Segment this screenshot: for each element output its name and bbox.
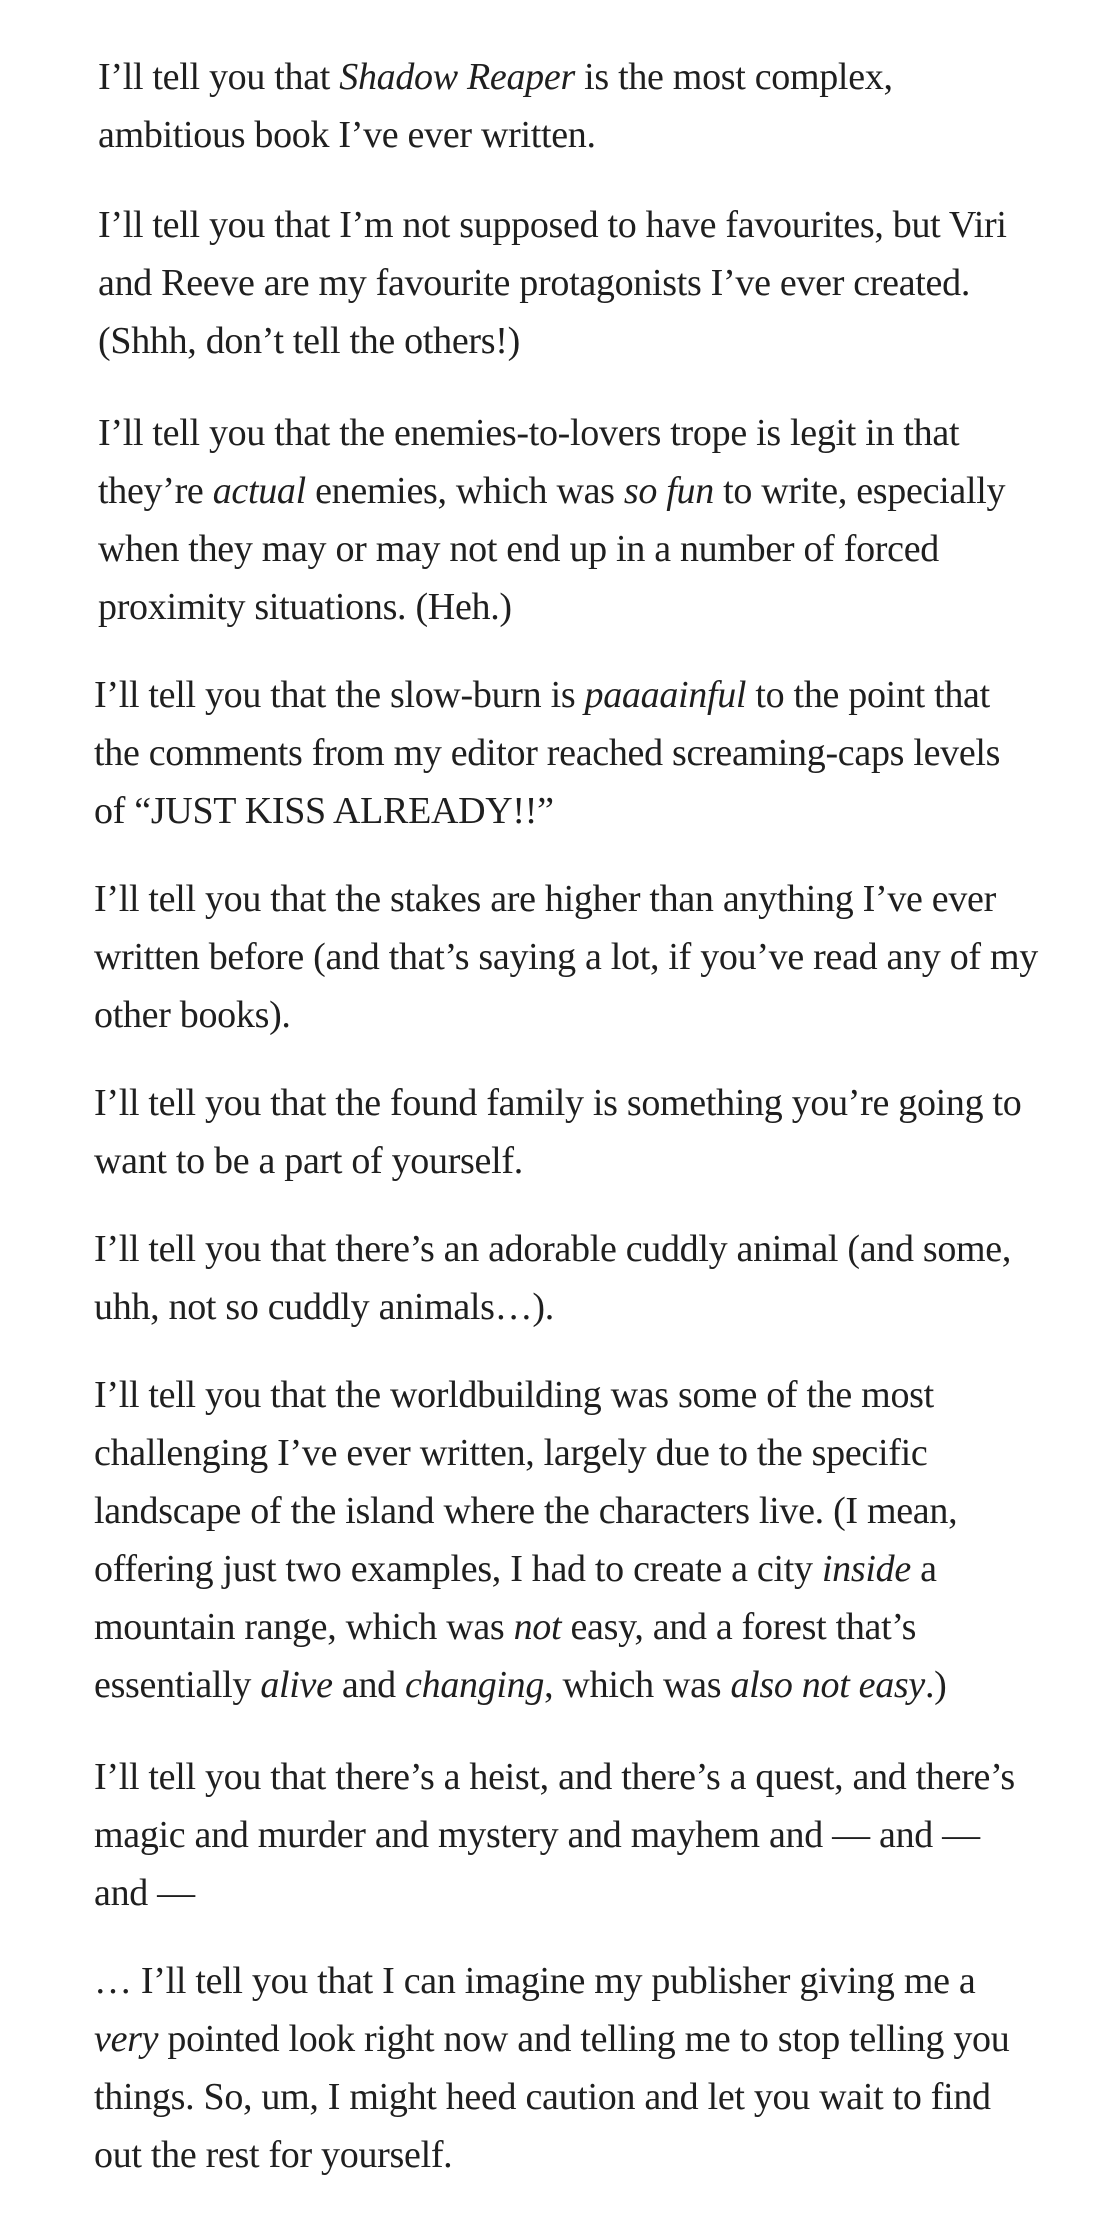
text-run: pointed look right now and telling me to stop telling you xyxy=(158,2018,1010,2060)
paragraph-1 xyxy=(98,48,893,164)
paragraph-line xyxy=(94,1952,1009,2010)
text-run: proximity situations. (Heh.) xyxy=(98,586,512,628)
text-run: offering just two examples, I had to create a city xyxy=(94,1548,822,1590)
text-run: I’ll tell you that there’s an adorable cuddly animal (and some, xyxy=(94,1228,1012,1270)
paragraph-line xyxy=(94,928,1038,986)
text-run: I’ll tell you that the stakes are higher than anything I’ve ever xyxy=(94,878,996,920)
paragraph-line xyxy=(94,1278,1011,1336)
italic-text: alive xyxy=(260,1664,333,1706)
paragraph-line xyxy=(94,1806,1015,1864)
paragraph-line xyxy=(94,666,1000,724)
paragraph-6 xyxy=(94,1074,1021,1190)
paragraph-line xyxy=(94,870,1038,928)
paragraph-line xyxy=(94,2126,1009,2184)
text-run: is the most complex, xyxy=(574,56,893,98)
text-run: landscape of the island where the characters live. (I mean, xyxy=(94,1490,958,1532)
text-run: easy, and a forest that’s xyxy=(561,1606,917,1648)
paragraph-line xyxy=(94,1074,1021,1132)
text-run: other books). xyxy=(94,994,291,1036)
paragraph-line xyxy=(94,1598,957,1656)
paragraph-line xyxy=(98,48,893,106)
italic-text: actual xyxy=(212,470,306,512)
text-run: … I’ll tell you that I can imagine my publisher giving me a xyxy=(94,1960,976,2002)
paragraph-7 xyxy=(94,1220,1011,1336)
text-run: enemies, which was xyxy=(305,470,624,512)
text-run: I’ll tell you that the worldbuilding was some of the most xyxy=(94,1374,934,1416)
text-run: , which was xyxy=(544,1664,731,1706)
text-run: they’re xyxy=(98,470,213,512)
paragraph-line xyxy=(94,1864,1015,1922)
italic-text: so fun xyxy=(623,470,714,512)
paragraph-line xyxy=(94,1132,1021,1190)
text-run: and — xyxy=(94,1872,195,1914)
paragraph-line xyxy=(98,578,1005,636)
text-run: out the rest for yourself. xyxy=(94,2134,453,2176)
paragraph-5 xyxy=(94,870,1038,1044)
italic-text: Shadow Reaper xyxy=(339,56,575,98)
text-run: uhh, not so cuddly animals…). xyxy=(94,1286,554,1328)
text-run: ambitious book I’ve ever written. xyxy=(98,114,596,156)
text-run: things. So, um, I might heed caution and let you wait to find xyxy=(94,2076,991,2118)
italic-text: changing xyxy=(405,1664,545,1706)
paragraph-4 xyxy=(94,666,1000,840)
text-run: magic and murder and mystery and mayhem and — and — xyxy=(94,1814,980,1856)
text-run: of “JUST KISS ALREADY!!” xyxy=(94,790,554,832)
text-run: challenging I’ve ever written, largely due to the specific xyxy=(94,1432,928,1474)
paragraph-line xyxy=(98,106,893,164)
paragraph-line xyxy=(94,986,1038,1044)
text-run: .) xyxy=(924,1664,947,1706)
text-run: I’ll tell you that xyxy=(98,56,340,98)
paragraph-line xyxy=(94,1656,957,1714)
text-run: I’ll tell you that the slow-burn is xyxy=(94,674,585,716)
italic-text: very xyxy=(94,2018,159,2060)
paragraph-3 xyxy=(98,404,1005,636)
text-run: I’ll tell you that I’m not supposed to have favourites, but Viri xyxy=(98,204,1007,246)
paragraph-line xyxy=(98,404,1005,462)
italic-text: not xyxy=(513,1606,562,1648)
italic-text: also not easy xyxy=(730,1664,925,1706)
paragraph-line xyxy=(94,1220,1011,1278)
text-run: I’ll tell you that there’s a heist, and there’s a quest, and there’s xyxy=(94,1756,1015,1798)
text-run: written before (and that’s saying a lot, if you’ve read any of my xyxy=(94,936,1038,978)
paragraph-line xyxy=(94,2068,1009,2126)
text-run: (Shhh, don’t tell the others!) xyxy=(98,320,520,362)
text-run: a xyxy=(910,1548,937,1590)
italic-text: paaaainful xyxy=(584,674,747,716)
paragraph-line xyxy=(94,1748,1015,1806)
text-run: I’ll tell you that the found family is something you’re going to xyxy=(94,1082,1022,1124)
paragraph-8 xyxy=(94,1366,957,1714)
paragraph-line xyxy=(94,724,1000,782)
paragraph-line xyxy=(94,1366,957,1424)
text-run: to write, especially xyxy=(713,470,1006,512)
paragraph-line xyxy=(98,196,1007,254)
paragraph-line xyxy=(94,1424,957,1482)
text-run: and Reeve are my favourite protagonists I’ve ever created. xyxy=(98,262,971,304)
text-run: I’ll tell you that the enemies-to-lovers trope is legit in that xyxy=(98,412,960,454)
text-run: want to be a part of yourself. xyxy=(94,1140,523,1182)
text-run: essentially xyxy=(94,1664,261,1706)
paragraph-2 xyxy=(98,196,1007,370)
paragraph-10 xyxy=(94,1952,1009,2184)
paragraph-line xyxy=(94,2010,1009,2068)
italic-text: inside xyxy=(821,1548,911,1590)
paragraph-9 xyxy=(94,1748,1015,1922)
paragraph-line xyxy=(98,254,1007,312)
text-run: when they may or may not end up in a number of forced xyxy=(98,528,939,570)
paragraph-line xyxy=(98,312,1007,370)
text-run: to the point that xyxy=(746,674,990,716)
paragraph-line xyxy=(98,462,1005,520)
text-run: the comments from my editor reached screaming-caps levels xyxy=(94,732,1001,774)
paragraph-line xyxy=(94,1482,957,1540)
paragraph-line xyxy=(98,520,1005,578)
paragraph-line xyxy=(94,782,1000,840)
text-run: and xyxy=(332,1664,406,1706)
paragraph-line xyxy=(94,1540,957,1598)
text-run: mountain range, which was xyxy=(94,1606,514,1648)
